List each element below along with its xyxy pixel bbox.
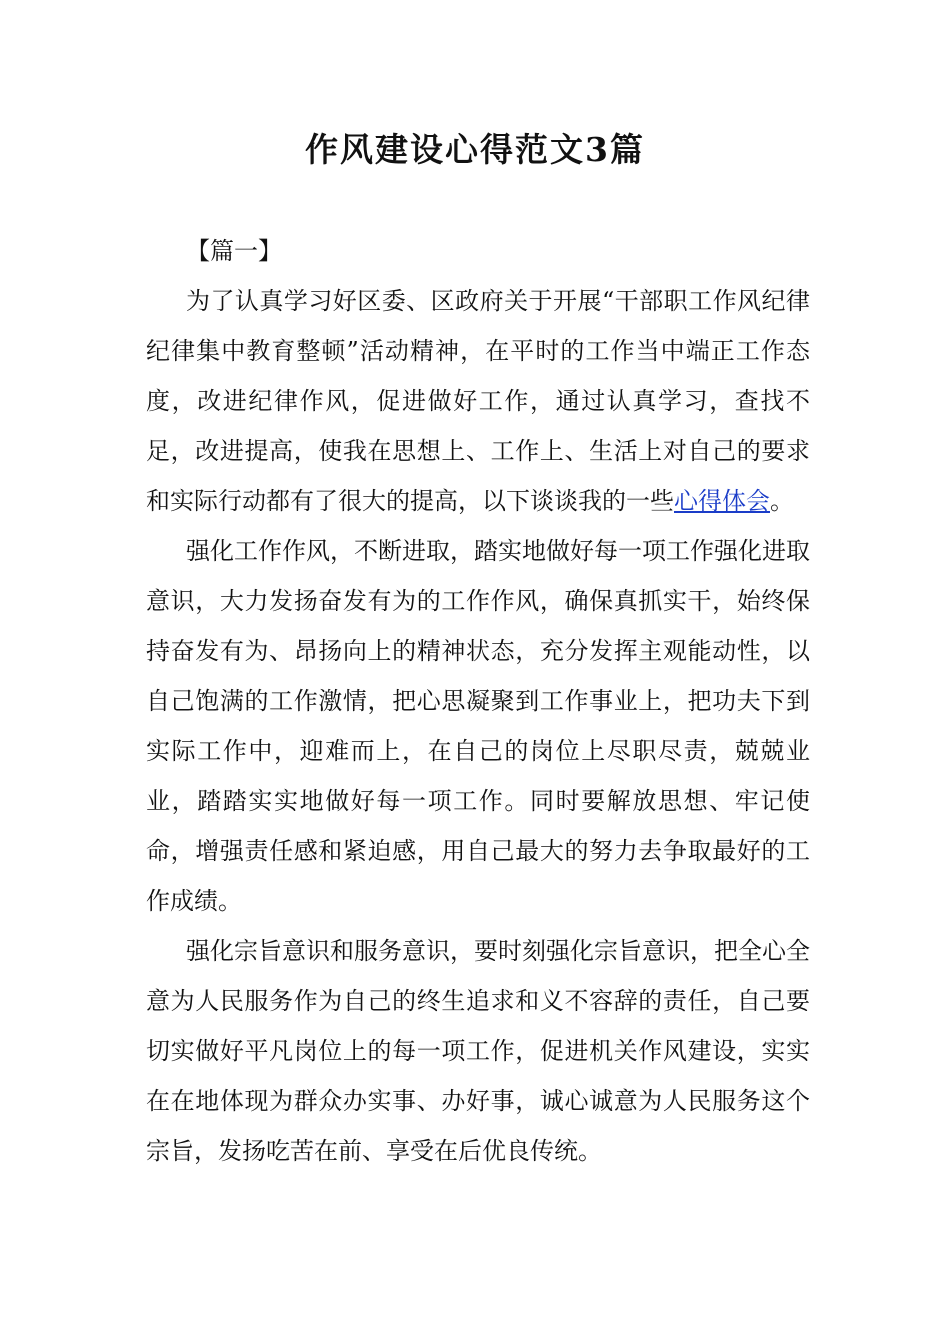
paragraph-intro bbox=[146, 276, 810, 526]
section-heading: 【篇一】 bbox=[186, 237, 282, 265]
xinde-tihui-link[interactable]: 心得体会 bbox=[674, 487, 770, 515]
paragraph-service-awareness: 强化宗旨意识和服务意识，要时刻强化宗旨意识，把全心全意为人民服务作为自己的终生追求和义不容辞的责任，自己要切实做好平凡岗位上的每一项工作，促进机关作风建设，实实在在地体现为群众办实事、办好事，诚心诚意为人民服务这个宗旨，发扬吃苦在前、享受在后优良传统。 bbox=[146, 937, 810, 1165]
paragraph-work-style: 强化工作作风，不断进取，踏实地做好每一项工作强化进取意识，大力发扬奋发有为的工作作风，确保真抓实干，始终保持奋发有为、昂扬向上的精神状态，充分发挥主观能动性，以自己饱满的工作激情，把心思凝聚到工作事业上，把功夫下到实际工作中，迎难而上，在自己的岗位上尽职尽责，兢兢业业，踏踏实实地做好每一项工作。同时要解放思想、牢记使命，增强责任感和紧迫感，用自己最大的努力去争取最好的工作成绩。 bbox=[146, 537, 810, 915]
document-body bbox=[146, 276, 810, 1176]
paragraph-intro-text: 为了认真学习好区委、区政府关于开展“干部职工作风纪律纪律集中教育整顿”活动精神，在平时的工作当中端正工作态度，改进纪律作风，促进做好工作，通过认真学习，查找不足，改进提高，使我在思想上、工作上、生活上对自己的要求和实际行动都有了很大的提高，以下谈谈我的一些 bbox=[146, 287, 810, 515]
paragraph-intro-end: 。 bbox=[770, 487, 794, 515]
document-title: 作风建设心得范文3篇 bbox=[305, 130, 645, 169]
